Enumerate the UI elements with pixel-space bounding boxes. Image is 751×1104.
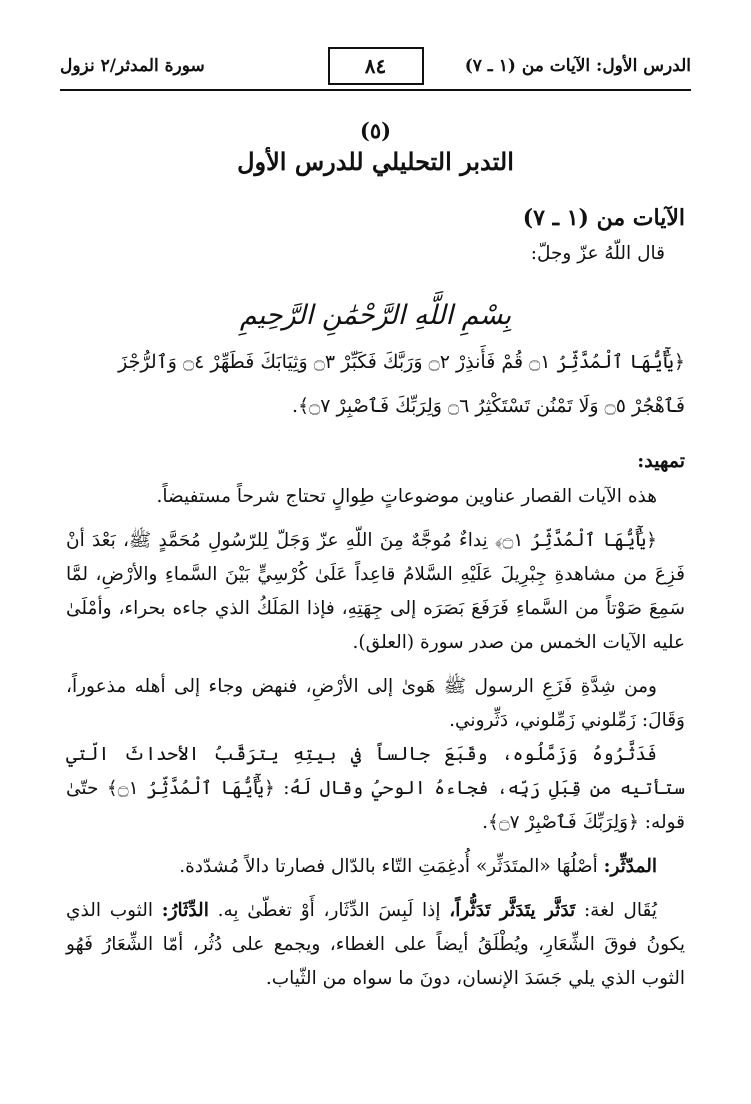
quran-verses bbox=[66, 340, 685, 428]
chapter-title: التدبر التحليلي للدرس الأول bbox=[237, 147, 514, 176]
header-surah-title: سورة المدثر/٢ نزول bbox=[60, 56, 205, 76]
running-header bbox=[60, 42, 691, 90]
lugha-paragraph bbox=[66, 894, 685, 996]
verses-intro: قال اللّهُ عزّ وجلّ: bbox=[530, 243, 665, 264]
intro-paragraph-3: ومن شِدَّةِ فَزَعِ الرسول ﷺ هَوىٰ إلى الأرْضِ، فنهض وجاء إلى أهله مذعوراً، وَقَالَ: زَمِّلوني زَمِّلوني، دَثِّروني. bbox=[66, 676, 685, 731]
header-rule bbox=[60, 89, 691, 91]
lugha-verb-forms: تَدَثَّر يتَدَثَّر تَدَثُّراً، bbox=[449, 900, 576, 921]
lugha-intro: يُقَال لغة: bbox=[583, 900, 657, 921]
basmala: بِسْمِ اللَّهِ الرَّحْمَٰنِ الرَّحِيمِ bbox=[239, 300, 512, 331]
chapter-number: (٥) bbox=[359, 118, 392, 143]
intro-section bbox=[66, 450, 685, 996]
intro-paragraph-1: هذه الآيات القصار عناوين موضوعاتٍ طِوالٍ تحتاج شرحاً مستفيضاً. bbox=[156, 486, 657, 507]
dithar-text: الثوب الذي يكونُ فوقَ الشِّعَارِ، ويُطْلَقُ أيضاً على الغطاء، ويجمع على دُثُر، أمّا الشِّعَارُ فَهُو الثوب الذي يلي جَسَدَ الإنسان، دونَ ما سواه من الثّياب. bbox=[66, 900, 685, 989]
verses-heading: الآيات من (١ ـ ٧) bbox=[522, 205, 685, 231]
verses-line-2: فَٱهْجُرْ ۝٥ وَلَا تَمْنُن تَسْتَكْثِرُ ۝٦ وَلِرَبِّكَ فَٱصْبِرْ ۝٧﴾. bbox=[291, 395, 685, 417]
intro-heading: تمهيد: bbox=[637, 450, 685, 472]
muddathir-text: أصْلُهَا «المتَدَثِّر» أُدغِمَتِ التّاء بالدّال فصارتا دالاً مُشدّدة. bbox=[179, 856, 598, 877]
dithar-term: الدِّثَارُ: bbox=[161, 900, 209, 921]
intro-paragraph-2: ﴿يَٰٓأَيُّهَا ٱلْمُدَّثِّرُ ۝١﴾ نِداءٌ مُوجَّهٌ مِنَ اللّهِ عزّ وَجَلّ لِلرّسُولِ مُحَمَّدٍ ﷺ، بَعْدَ أنْ فَزِعَ من مشاهدةِ جِبْرِيلَ عَلَيْهِ السَّلامُ قاعِداً عَلَىٰ كُرْسِيٍّ بَيْنَ السَّماءِ والأرْضِ، لمَّا سَمِعَ صَوْتاً من السَّماءِ فَرَفَعَ بَصَرَه إلى جِهَتِهِ، فإذا المَلَكُ الذي جاءه بحراء، وأمْلَىٰ عليه الآيات الخمس من صدر سورة (العلق). bbox=[66, 530, 685, 653]
page-number-box bbox=[328, 47, 424, 85]
verses-section bbox=[66, 205, 685, 271]
page-number: ٨٤ bbox=[364, 54, 387, 78]
header-lesson-title: الدرس الأول: الآيات من (١ ـ ٧) bbox=[464, 56, 691, 76]
muddathir-definition bbox=[66, 850, 685, 884]
verses-line-1: ﴿يَٰٓأَيُّهَا ٱلْمُدَّثِّرُ ۝١ قُمْ فَأَنذِرْ ۝٢ وَرَبَّكَ فَكَبِّرْ ۝٣ وَثِيَابَكَ فَطَهِّرْ ۝٤ وَٱلرُّجْزَ bbox=[118, 351, 685, 373]
intro-paragraph-4: فَدَثَّرُوهُ وَزَمَّلُوه، وقَبَعَ جالساً في بيتِهِ يترَقَّبُ الأحداثَ الّتي ستأتيه من قِبَلِ رَبِّه، فجاءهُ الوحيُ وقال لَهُ: ﴿يَٰٓأَيُّهَا ٱلْمُدَّثِّرُ ۝١﴾ حتّىٰ قوله: ﴿وَلِرَبِّكَ فَٱصْبِرْ ۝٧﴾. bbox=[66, 744, 685, 833]
lugha-meaning: إذا لَبِسَ الدِّثَار، أَوْ تغطّىٰ بِه. bbox=[217, 900, 441, 921]
muddathir-term: المدّثِّر: bbox=[603, 856, 657, 877]
